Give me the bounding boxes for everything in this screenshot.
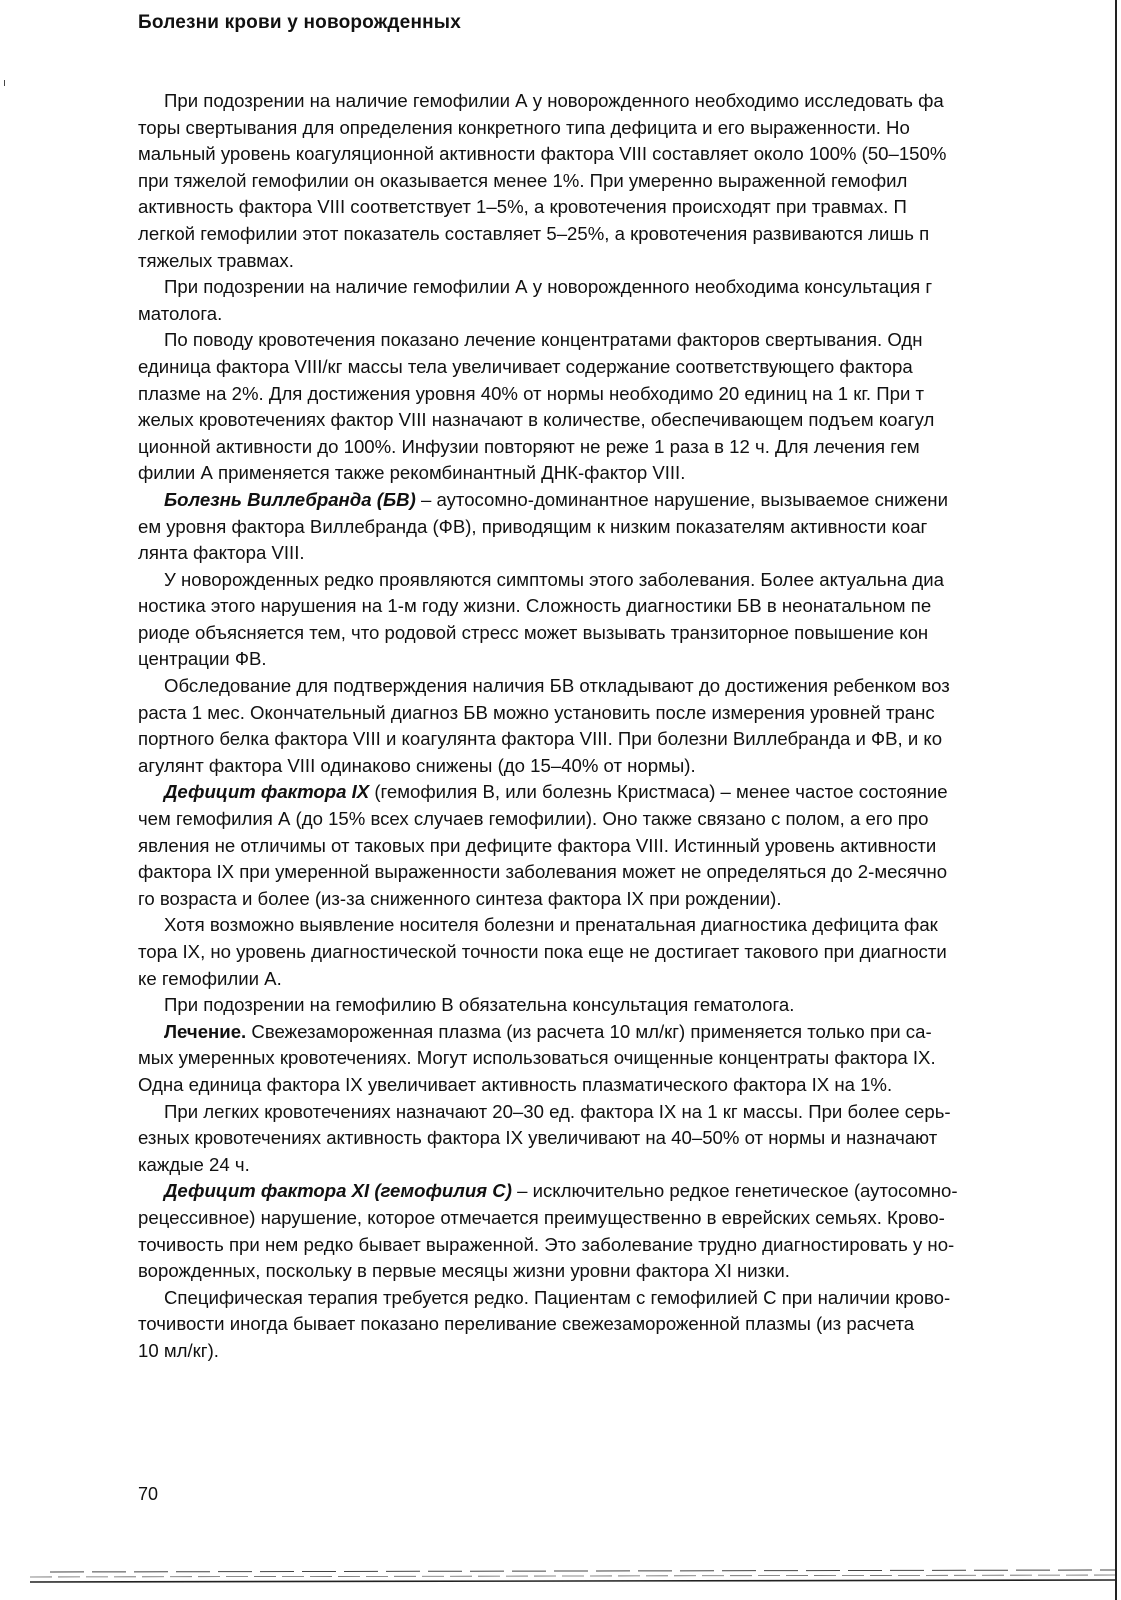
text-line <box>138 859 1118 886</box>
text-run: агулянт фактора VIII одинаково снижены (до 15–40% от нормы). <box>138 754 696 776</box>
page-header: Болезни крови у новорожденных <box>138 12 461 33</box>
text-line <box>138 354 1118 381</box>
text-run: ворожденных, поскольку в первые месяцы жизни уровни фактора XI низки. <box>138 1260 790 1282</box>
text-run: торы свертывания для определения конкретного типа дефицита и его выраженности. Но <box>138 116 910 138</box>
text-line <box>138 886 1118 913</box>
text-run: матолога. <box>138 302 223 324</box>
text-run: тора IX, но уровень диагностической точности пока еще не достигает такового при диагности <box>138 941 947 962</box>
text-line <box>138 115 1118 142</box>
text-line <box>138 1311 1118 1338</box>
text-run: Специфическая терапия требуется редко. Пациентам с гемофилией С при наличии крово- <box>164 1286 951 1308</box>
paragraph-first-line <box>138 912 1118 939</box>
text-line <box>138 1045 1118 1072</box>
paragraph-first-line <box>138 779 1118 806</box>
footer-scan-rule <box>30 1550 1115 1590</box>
text-run: При подозрении на гемофилию В обязательна консультация гематолога. <box>164 994 795 1016</box>
page-number: 70 <box>138 1484 159 1504</box>
paragraph-first-line <box>138 567 1118 594</box>
text-run: единица фактора VIII/кг массы тела увеличивает содержание соответствующего фактора <box>138 355 913 377</box>
text-run: Свежезамороженная плазма (из расчета 10 мл/кг) применяется только при са- <box>246 1020 932 1042</box>
text-run: раста 1 мес. Окончательный диагноз БВ можно установить после измерения уровней транс <box>138 701 935 723</box>
text-line <box>138 646 1118 673</box>
text-run: портного белка фактора VIII и коагулянта фактора VIII. При болезни Виллебранда и ФВ, и ко <box>138 728 943 750</box>
paragraph-first-line <box>138 327 1118 354</box>
paragraph-first-line <box>138 992 1118 1019</box>
text-run: каждые 24 ч. <box>138 1153 250 1175</box>
text-run: желых кровотечениях фактор VIII назначают в количестве, обеспечивающем подъем коагул <box>138 409 935 431</box>
text-run: лянта фактора VIII. <box>138 542 305 564</box>
text-line <box>138 1232 1118 1259</box>
text-line <box>138 301 1118 328</box>
text-run: При подозрении на наличие гемофилии А у новорожденного необходимо исследовать фа <box>164 90 944 111</box>
text-run: го возраста и более (из-за сниженного синтеза фактора IX при рождении). <box>138 887 782 909</box>
text-line <box>138 620 1118 647</box>
text-line <box>138 434 1118 461</box>
text-line <box>138 806 1118 833</box>
text-run: – аутосомно-доминантное нарушение, вызываемое снижени <box>415 488 948 510</box>
paragraph-first-line <box>138 487 1118 514</box>
text-line <box>138 593 1118 620</box>
paragraph-first-line <box>138 274 1118 301</box>
text-run: риоде объясняется тем, что родовой стресс может вызывать транзиторное повышение кон <box>138 621 929 643</box>
text-run: ке гемофилии А. <box>138 967 282 989</box>
paragraph-first-line <box>138 1285 1118 1312</box>
text-run: легкой гемофилии этот показатель составляет 5–25%, а кровотечения развиваются лишь п <box>138 222 930 244</box>
text-run: – исключительно редкое генетическое (аутосомно- <box>511 1180 958 1202</box>
text-run: мальный уровень коагуляционной активности фактора VIII составляет около 100% (50–150% <box>138 143 947 165</box>
text-run: Обследование для подтверждения наличия БВ откладывают до достижения ребенком воз <box>164 675 950 697</box>
text-line <box>138 726 1118 753</box>
text-line <box>138 833 1118 860</box>
text-line <box>138 460 1118 487</box>
text-line <box>138 1152 1118 1179</box>
text-line <box>138 966 1118 993</box>
text-line <box>138 141 1118 168</box>
text-run: При легких кровотечениях назначают 20–30 ед. фактора IX на 1 кг массы. При более серь- <box>164 1100 951 1122</box>
text-line <box>138 753 1118 780</box>
text-run: 10 мл/кг). <box>138 1339 219 1361</box>
emphasized-term: Болезнь Виллебранда (БВ) <box>164 488 416 510</box>
text-run: активность фактора VIII соответствует 1–5%, а кровотечения происходят при травмах. П <box>138 196 907 218</box>
text-run: мых умеренных кровотечениях. Могут использоваться очищенные концентраты фактора IX. <box>138 1047 936 1069</box>
text-run: (гемофилия В, или болезнь Кристмаса) – менее частое состояние <box>369 781 948 803</box>
text-line <box>138 194 1118 221</box>
text-line <box>138 939 1118 966</box>
paragraph-first-line <box>138 1178 1118 1205</box>
text-run: чем гемофилия А (до 15% всех случаев гемофилии). Оно также связано с полом, а его про <box>138 808 929 830</box>
text-line <box>138 514 1118 541</box>
text-line <box>138 168 1118 195</box>
text-run: Хотя возможно выявление носителя болезни и пренатальная диагностика дефицита фак <box>164 914 938 936</box>
text-line <box>138 381 1118 408</box>
text-line <box>138 1258 1118 1285</box>
text-line <box>138 221 1118 248</box>
text-run: При подозрении на наличие гемофилии А у новорожденного необходима консультация г <box>164 276 933 298</box>
text-run: Одна единица фактора IX увеличивает активность плазматического фактора IX на 1%. <box>138 1073 893 1095</box>
text-line <box>138 407 1118 434</box>
emphasized-term: Дефицит фактора XI (гемофилия С) <box>164 1180 512 1202</box>
text-line <box>138 1205 1118 1232</box>
text-run: ностика этого нарушения на 1-м году жизни. Сложность диагностики БВ в неонатальном пе <box>138 595 932 617</box>
paragraph-first-line <box>138 673 1118 700</box>
text-run: точивость при нем редко бывает выраженной. Это заболевание трудно диагностировать у но- <box>138 1233 955 1255</box>
text-run: явления не отличимы от таковых при дефиците фактора VIII. Истинный уровень активности <box>138 834 937 856</box>
text-line <box>138 540 1118 567</box>
text-run: центрации ФВ. <box>138 648 267 670</box>
text-run: ционной активности до 100%. Инфузии повторяют не реже 1 раза в 12 ч. Для лечения гем <box>138 435 920 457</box>
paragraph-first-line <box>138 88 1118 115</box>
text-line <box>138 700 1118 727</box>
emphasized-term: Дефицит фактора IX <box>164 781 370 803</box>
text-run: ем уровня фактора Виллебранда (ФВ), приводящим к низким показателям активности коаг <box>138 515 928 537</box>
text-run: фактора IX при умеренной выраженности заболевания может не определяться до 2-месячно <box>138 861 948 883</box>
text-run: плазме на 2%. Для достижения уровня 40% от нормы необходимо 20 единиц на 1 кг. При т <box>138 382 925 404</box>
text-line <box>138 248 1118 275</box>
scan-artifact <box>4 80 5 86</box>
text-line <box>138 1125 1118 1152</box>
paragraph-first-line <box>138 1019 1118 1046</box>
text-run: У новорожденных редко проявляются симптомы этого заболевания. Более актуальна диа <box>164 568 944 590</box>
emphasized-term: Лечение. <box>164 1020 247 1042</box>
text-run: По поводу кровотечения показано лечение концентратами факторов свертывания. Одн <box>164 329 923 351</box>
text-line <box>138 1072 1118 1099</box>
text-run: филии А применяется также рекомбинантный ДНК-фактор VIII. <box>138 462 686 484</box>
text-run: точивости иногда бывает показано переливание свежезамороженной плазмы (из расчета <box>138 1313 915 1335</box>
text-run: рецессивное) нарушение, которое отмечается преимущественно в еврейских семьях. Крово- <box>138 1206 945 1228</box>
text-run: езных кровотечениях активность фактора IX увеличивают на 40–50% от нормы и назначают <box>138 1127 938 1149</box>
body-text <box>138 88 1118 1365</box>
text-run: тяжелых травмах. <box>138 249 294 271</box>
text-line <box>138 1338 1118 1365</box>
text-run: при тяжелой гемофилии он оказывается менее 1%. При умеренно выраженной гемофил <box>138 169 908 191</box>
paragraph-first-line <box>138 1099 1118 1126</box>
